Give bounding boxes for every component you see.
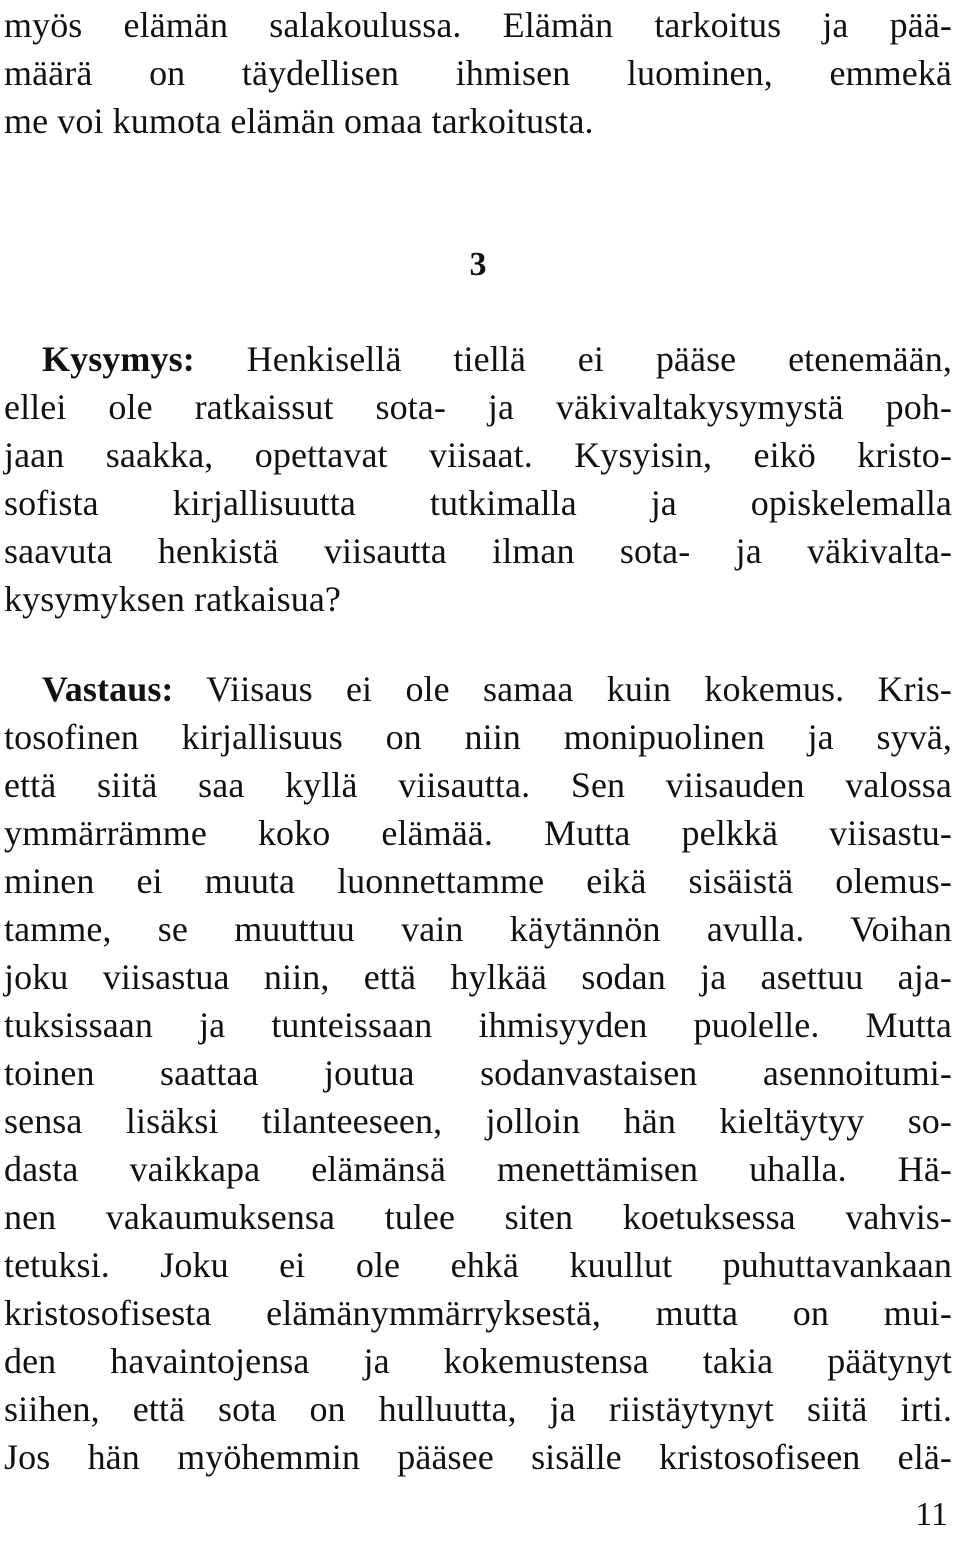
- answer-line-6: tamme, se muuttuu vain käytännön avulla. Voihan: [4, 909, 952, 949]
- answer-line-17: Jos hän myöhemmin pääsee sisälle kristosofiseen elä-: [4, 1437, 952, 1477]
- question-first-line: [4, 336, 952, 382]
- answer-first-line: [4, 666, 952, 712]
- answer-line-3: että siitä saa kyllä viisautta. Sen viisauden valossa: [4, 765, 952, 805]
- page-number: 11: [915, 1496, 948, 1533]
- answer-line-10: sensa lisäksi tilanteeseen, jolloin hän kieltäytyy so-: [4, 1101, 952, 1141]
- answer-line-14: kristosofisesta elämänymmärryksestä, mutta on mui-: [4, 1293, 952, 1333]
- answer-label: Vastaus:: [42, 669, 174, 709]
- answer-line-15: den havaintojensa ja kokemustensa takia päätynyt: [4, 1341, 952, 1381]
- question-line-2: ellei ole ratkaissut sota- ja väkivaltakysymystä poh-: [4, 387, 952, 427]
- question-line-6: kysymyksen ratkaisua?: [4, 579, 342, 619]
- book-page: [4, 0, 952, 1550]
- answer-line-16: siihen, että sota on hulluutta, ja riistäytynyt siitä irti.: [4, 1389, 952, 1429]
- answer-first-line-text: Viisaus ei ole samaa kuin kokemus. Kris-: [206, 669, 952, 709]
- question-label: Kysymys:: [42, 339, 195, 379]
- answer-line-12: nen vakaumuksensa tulee siten koetuksessa vahvis-: [4, 1197, 952, 1237]
- section-number: 3: [469, 246, 487, 283]
- answer-line-4: ymmärrämme koko elämää. Mutta pelkkä viisastu-: [4, 813, 952, 853]
- question-line-3: jaan saakka, opettavat viisaat. Kysyisin, eikö kristo-: [4, 435, 952, 475]
- question-line-4: sofista kirjallisuutta tutkimalla ja opiskelemalla: [4, 483, 952, 523]
- answer-line-9: toinen saattaa joutua sodanvastaisen asennoitumi-: [4, 1053, 952, 1093]
- question-line-5: saavuta henkistä viisautta ilman sota- ja väkivalta-: [4, 531, 952, 571]
- answer-line-11: dasta vaikkapa elämänsä menettämisen uhalla. Hä-: [4, 1149, 952, 1189]
- answer-line-8: tuksissaan ja tunteissaan ihmisyyden puolelle. Mutta: [4, 1005, 952, 1045]
- question-first-line-text: Henkisellä tiellä ei pääse etenemään,: [246, 339, 952, 379]
- intro-line-3: me voi kumota elämän omaa tarkoitusta.: [4, 101, 594, 141]
- answer-line-13: tetuksi. Joku ei ole ehkä kuullut puhuttavankaan: [4, 1245, 952, 1285]
- intro-line-1: myös elämän salakoulussa. Elämän tarkoitus ja pää-: [4, 5, 952, 45]
- answer-line-2: tosofinen kirjallisuus on niin monipuolinen ja syvä,: [4, 717, 952, 757]
- intro-line-2: määrä on täydellisen ihmisen luominen, emmekä: [4, 53, 952, 93]
- answer-line-5: minen ei muuta luonnettamme eikä sisäistä olemus-: [4, 861, 952, 901]
- answer-line-7: joku viisastua niin, että hylkää sodan ja asettuu aja-: [4, 957, 952, 997]
